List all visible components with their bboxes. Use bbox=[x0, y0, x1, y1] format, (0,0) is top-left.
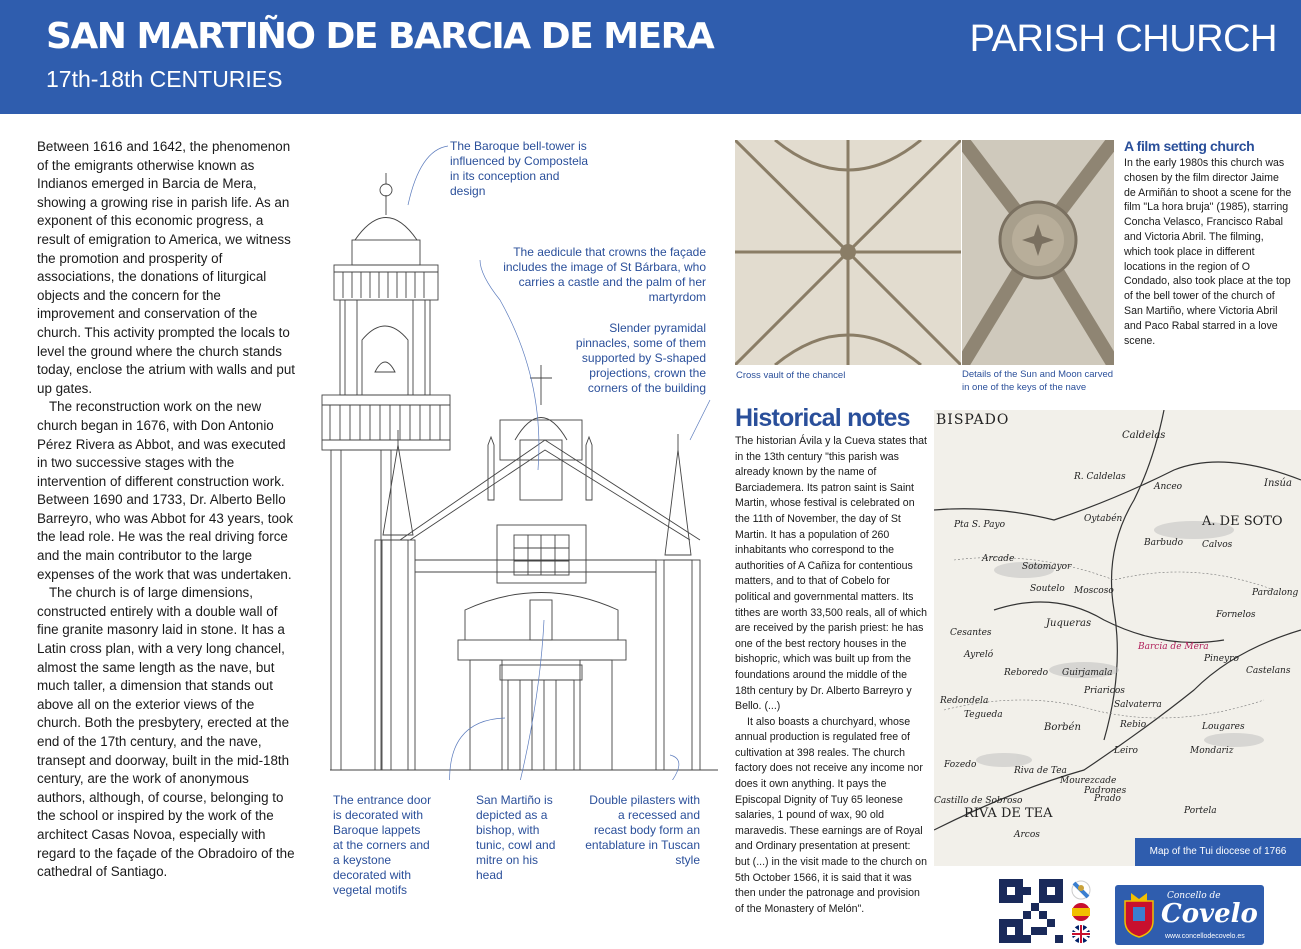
map-label: Lougares bbox=[1202, 722, 1245, 732]
map-label: Calvos bbox=[1202, 540, 1233, 550]
vault-photo bbox=[735, 140, 961, 365]
map-label: Arcos bbox=[1014, 830, 1040, 840]
map-label: Juqueras bbox=[1046, 618, 1092, 629]
map-label: Prado bbox=[1094, 794, 1121, 804]
map-label: Redondela bbox=[940, 696, 989, 706]
map-label: Oytabén bbox=[1084, 514, 1123, 524]
uk-flag-icon[interactable] bbox=[1071, 924, 1091, 944]
map-label: Guirjamala bbox=[1062, 668, 1113, 678]
map-label: Padrones bbox=[1084, 786, 1127, 796]
map-label: Salvaterra bbox=[1114, 700, 1162, 710]
historical-paragraph: It also boasts a churchyard, whose annual production is regulated free of cultivation at 398 reales. The church factory does not receive any income nor does it own anything. It pays the Episcopal Dignity of Tuy 65 leonese salaries, 1 pound of wax, 90 old maravedis. These earnings are of Royal and Ordinary presentation at present: but (...) in the visit made to the church on 5th October 1566, it is said that it was then under the patronage and provision of the Monastery of Melón". bbox=[735, 715, 927, 915]
map-label: BISPADO bbox=[936, 412, 1010, 428]
coat-of-arms-icon bbox=[1121, 891, 1157, 939]
film-title: A film setting church bbox=[1124, 138, 1255, 154]
map-label: Pardalong bbox=[1252, 588, 1299, 598]
historical-map bbox=[934, 410, 1301, 866]
keystone-caption: Details of the Sun and Moon carved in one of the keys of the nave bbox=[962, 369, 1114, 393]
map-label: Portela bbox=[1184, 806, 1217, 816]
map-label: Soutelo bbox=[1030, 584, 1065, 594]
historical-text bbox=[735, 434, 927, 917]
note-pinnacles: Slender pyramidal pinnacles, some of them supported by S-shaped projections, crown the corners of the building bbox=[575, 321, 706, 395]
map-label: Tegueda bbox=[964, 710, 1003, 720]
map-label: Priaricos bbox=[1084, 686, 1125, 696]
map-label: Mondariz bbox=[1190, 746, 1234, 756]
map-label: Fornelos bbox=[1216, 610, 1256, 620]
map-label: Cesantes bbox=[950, 628, 992, 638]
historical-paragraph: The historian Ávila y la Cueva states that in the 13th century "this parish was already known by the name of Barciademera. Its patron saint is Saint Martin, whose festival is celebrated on the 11th of November, the day of St Martin. It has a population of 260 inhabitants who correspond to the authorities of A Cañiza for contentious matters, and to that of Cobelo for political and governmental matters. Its tithes are worth 33,500 reals, all of which are received by the parish priest: he has one of the best rectory houses in the bishopric, which was built up from the foundations around the middle of the 18th century by Dr. Alberto Barreyro y Bello. (...) bbox=[735, 435, 927, 713]
map-label: Moscoso bbox=[1074, 586, 1114, 596]
concello-brand-top: Concello de bbox=[1167, 891, 1221, 901]
intro-paragraph: The church is of large dimensions, constructed entirely with a double wall of fine granite masonry laid in stone. It has a Latin cross plan, with a very long chancel, almost the same length as the nave, but much taller, a dimension that stands out above all on the exterior views of the church. Both the presbytery, erected at the end of the 17th century, and the nave, transept and doorway, built in the mid-18th century, are the work of anonymous authors, although, of course, belonging to the school or inspired by the work of the architect Casas Novoa, especially with regard to the façade of the Obradoiro of the cathedral of Santiago. bbox=[37, 585, 295, 880]
header-banner bbox=[0, 0, 1301, 114]
intro-paragraph: The reconstruction work on the new church began in 1676, with Don Antonio Pérez Rivera as Abbot, and was executed in two successive stages with the intervention of different construction work. Between 1690 and 1733, Dr. Alberto Bello Barreyro, who was Abbot for 43 years, took the lead role. He was the real driving force and the main contributor to the large expenses of the work that was undertaken. bbox=[37, 399, 294, 582]
church-facade-drawing bbox=[316, 130, 726, 780]
page-title: SAN MARTIÑO DE BARCIA DE MERA bbox=[46, 16, 714, 57]
historical-title: Historical notes bbox=[735, 404, 910, 432]
page-category: PARISH CHURCH bbox=[969, 18, 1277, 60]
map-label: Rebio bbox=[1120, 720, 1147, 730]
map-label: Riva de Tea bbox=[1014, 766, 1067, 776]
map-label: RIVA DE TEA bbox=[964, 806, 1053, 821]
keystone-photo bbox=[962, 140, 1114, 365]
map-label: Castillo de Sobroso bbox=[934, 796, 1023, 806]
concello-logo bbox=[1115, 885, 1264, 945]
map-label: Reboredo bbox=[1004, 668, 1049, 678]
map-label: Anceo bbox=[1154, 482, 1183, 492]
page-subtitle: 17th-18th CENTURIES bbox=[46, 66, 283, 92]
concello-brand-name: Covelo bbox=[1161, 899, 1258, 929]
note-door: The entrance door is decorated with Baroque lappets at the corners and a keystone decorated with vegetal motifs bbox=[333, 793, 432, 897]
map-label: R. Caldelas bbox=[1074, 472, 1126, 482]
note-san-martino: San Martiño is depicted as a bishop, with tunic, cowl and mitre on his head bbox=[476, 793, 556, 882]
map-label: Borbén bbox=[1044, 722, 1081, 733]
galicia-flag-icon[interactable] bbox=[1071, 880, 1091, 900]
map-label: Sotomayor bbox=[1022, 562, 1072, 572]
map-label: Insúa bbox=[1264, 478, 1292, 489]
map-label: Caldelas bbox=[1122, 430, 1166, 441]
film-text: In the early 1980s this church was chosen by the film director Jaime de Armiñán to shoot a scene for the film "La hora bruja" (1985), starring Concha Velasco, Francisco Rabal and Victoria Abril. The filming, which took place in different locations in the region of O Condado, also took place at the top of the bell tower of the church of San Martiño, where Victoria Abril and Paco Rabal starred in a love scene. bbox=[1124, 157, 1292, 347]
map-caption: Map of the Tui diocese of 1766 bbox=[1135, 838, 1301, 866]
map-label: Barcia de Mera bbox=[1138, 642, 1209, 652]
map-label: Leiro bbox=[1114, 746, 1138, 756]
intro-text bbox=[37, 138, 299, 882]
concello-url[interactable]: www.concellodecovelo.es bbox=[1165, 933, 1245, 940]
map-label: Ayreló bbox=[964, 650, 994, 660]
note-pilasters: Double pilasters with a recessed and recast body form an entablature in Tuscan style bbox=[585, 793, 700, 867]
map-label: Fozedo bbox=[944, 760, 977, 770]
map-label: Barbudo bbox=[1144, 538, 1184, 548]
vault-caption: Cross vault of the chancel bbox=[736, 370, 846, 381]
map-label: Pta S. Payo bbox=[954, 520, 1005, 530]
map-label: Castelans bbox=[1246, 666, 1291, 676]
map-label: Arcade bbox=[982, 554, 1015, 564]
map-label: A. DE SOTO bbox=[1202, 514, 1283, 529]
qr-code-icon[interactable] bbox=[999, 879, 1063, 943]
note-aedicule: The aedicule that crowns the façade includes the image of St Bárbara, who carries a castle and the palm of her martyrdom bbox=[503, 245, 706, 304]
map-label: Pineyro bbox=[1204, 654, 1239, 664]
intro-paragraph: Between 1616 and 1642, the phenomenon of the emigrants otherwise known as Indianos emerged in Barcia de Mera, showing a growing rise in parish life. As an exponent of this economic progress, a result of emigration to America, we witness the promotion and prosperity of associations, the donations of liturgical objects and the concern for the improvement and conservation of the church. This activity prompted the locals to level the ground where the church stands today, enclose the atrium with walls and put up gates. bbox=[37, 139, 296, 396]
note-bell-tower: The Baroque bell-tower is influenced by Compostela in its conception and design bbox=[450, 139, 589, 198]
map-label: Mourezcade bbox=[1060, 776, 1117, 786]
spain-flag-icon[interactable] bbox=[1071, 902, 1091, 922]
